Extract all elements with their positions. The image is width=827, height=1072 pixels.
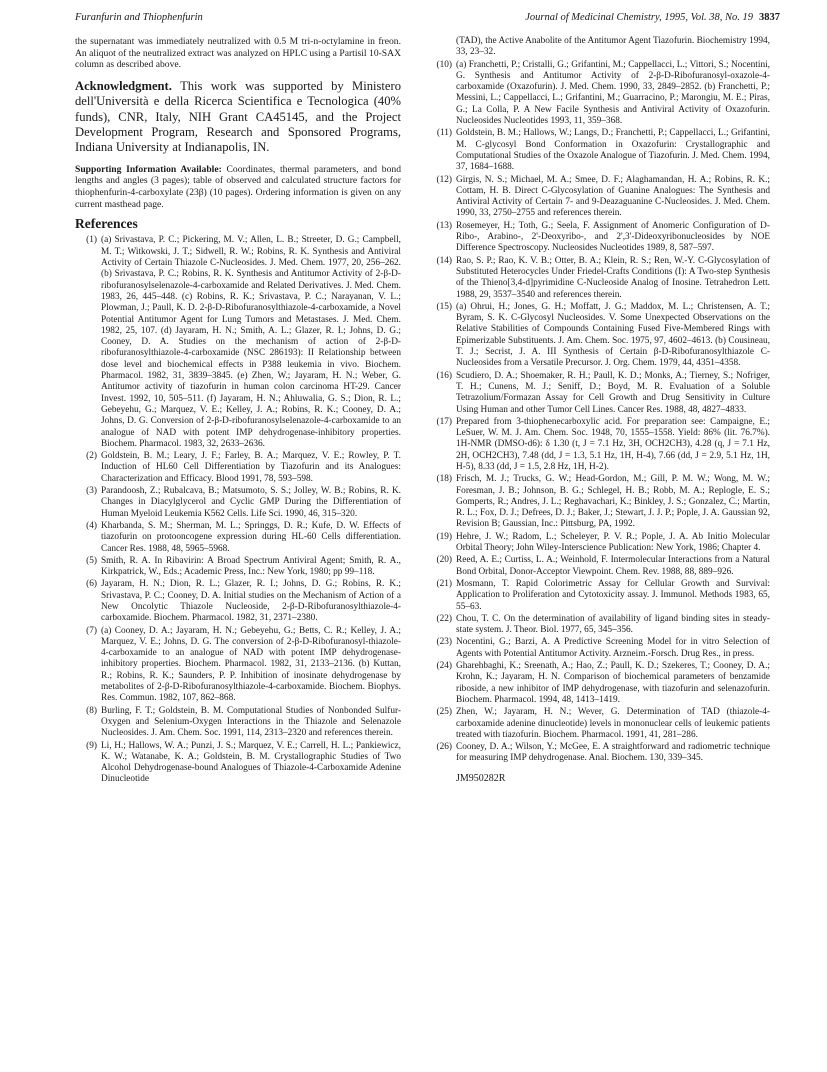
reference-text: Li, H.; Hallows, W. A.; Punzi, J. S.; Marquez, V. E.; Carrell, H. L.; Pankiewicz, K. W.; Watanabe, K. A.; Goldstein, B. M. Crystallographic Studies of Two Alcohol Dehydrogenase-bound Analogues of Thiazole-4-Carboxamide Adenine Dinucleotide <box>101 740 401 785</box>
reference-number <box>430 36 456 59</box>
reference-item <box>430 661 770 706</box>
reference-text: Burling, F. T.; Goldstein, B. M. Computational Studies of Nonbonded Sulfur-Oxygen and Selenium-Oxygen Interactions in the Thiazole and Selenazole Nucleosides. J. Am. Chem. Soc. 1991, 114, 2313–2320 and references therein. <box>101 705 401 739</box>
running-header-title: Furanfurin and Thiophenfurin <box>75 12 203 23</box>
reference-number: (6) <box>86 579 97 590</box>
reference-number: (19) <box>436 531 452 542</box>
reference-text: Nocentini, G.; Barzi, A. A Predictive Screening Model for in vitro Selection of Agents with Potential Antitumor Activity. Arzneim.-Forsch. Drug Res., in press. <box>456 637 770 659</box>
reference-item <box>430 60 770 128</box>
reference-number: (24) <box>436 661 452 672</box>
reference-text: Chou, T. C. On the determination of availability of ligand binding sites in steady-state system. J. Theor. Biol. 1977, 65, 345–356. <box>456 613 770 636</box>
reference-number: (10) <box>436 59 452 70</box>
journal-citation: Journal of Medicinal Chemistry, 1995, Vol. 38, No. 19 <box>525 12 753 23</box>
reference-text: (a) Ohrui, H.; Jones, G. H.; Moffatt, J. G.; Maddox, M. L.; Christensen, A. T.; Byram, S. K. C-Glycosyl Nucleosides. V. Some Unexpected Observations on the Relative Stabilities of Compounds Containing Fused Five-Membered Rings with Epimerizable Substituents. J. Am. Chem. Soc. 1975, 97, 4602–4613. (b) Cousineau, T. J.; Secrist, J. A. III Synthesis of Certain β-D-Ribofuranosylthiazole C-Nucleosides from a Versatile Precursor. J. Org. Chem. 1979, 44, 4351–4358. <box>456 301 770 369</box>
reference-text: Parandoosh, Z.; Rubalcava, B.; Matsumoto, S. S.; Jolley, W. B.; Robins, R. K. Changes in Diacylglycerol and Cyclic GMP During the Differentiation of Human Myeloid Leukemia K562 Cells. Life Sci. 1990, 46, 315–320. <box>101 486 401 519</box>
reference-number: (20) <box>436 555 452 566</box>
reference-text: (TAD), the Active Anabolite of the Antitumor Agent Tiazofurin. Biochemistry 1994, 33, 23–32. <box>456 36 770 58</box>
reference-number: (8) <box>86 705 97 716</box>
reference-number: (4) <box>86 520 97 531</box>
reference-number: (14) <box>436 255 452 266</box>
reference-item <box>430 36 770 59</box>
reference-text: Hehre, J. W.; Radom, L.; Scheleyer, P. V. R.; Pople, J. A. Ab Initio Molecular Orbital Theory; John Wiley-Interscience Publication: New York, 1986; Chapter 4. <box>456 531 770 554</box>
references-list-right <box>430 36 770 765</box>
reference-item <box>430 707 770 741</box>
reference-item <box>430 637 770 660</box>
supporting-info-text: Coordinates, thermal parameters, and bond lengths and angles (3 pages); table of observed and calculated structure factors for thiophenfurin-4-carboxylate (23β) (10 pages). Ordering information is given on any current masthead page. <box>75 163 401 210</box>
left-column <box>75 36 401 787</box>
reference-item <box>75 486 401 520</box>
page-number: 3837 <box>759 12 780 23</box>
reference-text: Frisch, M. J.; Trucks, G. W.; Head-Gordon, M.; Gill, P. M. W.; Wong, M. W.; Foresman, J. B.; Johnson, B. G.; Schlegel, H. B.; Robb, M. A.; Replogle, E. S.; Gomperts, R.; Andres, J. L.; Reghavachari, K.; Binkley, J. S.; Gonzalez, C.; Martin, R. L.; Fox, D. J.; Defrees, D. J.; Baker, J.; Stewart, J. J. P.; Pople, J. A. Gaussian 92, Revision B; Gaussian, Inc.: Pittsburg, PA, 1992. <box>456 474 770 530</box>
reference-item <box>430 302 770 370</box>
reference-item <box>75 626 401 705</box>
reference-number: (26) <box>436 742 452 753</box>
reference-item <box>75 706 401 740</box>
reference-item <box>430 742 770 765</box>
reference-number: (17) <box>436 416 452 427</box>
reference-text: Gharehbaghi, K.; Sreenath, A.; Hao, Z.; Paull, K. D.; Szekeres, T.; Cooney, D. A.; Krohn, K.; Jayaram, H. N. Comparison of biochemical parameters of benzamide riboside, a new inhibitor of IMP dehydrogenase, with tiazofurin and selenazofurin. Biochem. Pharmacol. 1994, 48, 1413–1419. <box>456 661 770 705</box>
reference-item <box>430 221 770 255</box>
reference-item <box>430 371 770 416</box>
reference-number: (16) <box>436 370 452 381</box>
reference-item <box>430 175 770 220</box>
reference-item <box>430 579 770 613</box>
reference-number: (5) <box>86 555 97 566</box>
acknowledgment-text: This work was supported by Ministero dell'Università e della Ricerca Scientifica e Tecnologica (40% funds), CNR, Italy, NIH Grant CA45145, and the Project Development Program, Research and Sponsored Programs, Indiana University at Indianapolis, IN. <box>75 78 402 155</box>
reference-item <box>75 235 401 450</box>
reference-item <box>430 417 770 473</box>
reference-item <box>430 614 770 637</box>
supporting-info-paragraph <box>75 164 401 210</box>
reference-text: Mosmann, T. Rapid Colorimetric Assay for Cellular Growth and Survival: Application to Proliferation and Cytotoxicity assay. J. Immunol. Methods 1983, 65, 55–63. <box>456 578 770 612</box>
reference-text: Goldstein, B. M.; Hallows, W.; Langs, D.; Franchetti, P.; Cappellacci, L.; Grifantini, M. C-glycosyl Bond Conformation in Oxazofurin: Crystallographic and Computational Studies of the Oxazole Analogue of Tiazofurin. J. Med. Chem. 1994, 37, 1684–1688. <box>456 128 770 173</box>
reference-number: (7) <box>86 625 97 636</box>
reference-item <box>430 256 770 301</box>
reference-number: (13) <box>436 220 452 231</box>
reference-text: Kharbanda, S. M.; Sherman, M. L.; Springgs, D. R.; Kufe, D. W. Effects of tiazofurin on protooncogene expression during HL-60 Cells differentiation. Cancer Res. 1988, 48, 5965–5968. <box>101 520 401 554</box>
reference-item <box>430 532 770 555</box>
reference-item <box>75 579 401 624</box>
reference-item <box>75 741 401 786</box>
supporting-info-heading: Supporting Information Available: <box>75 163 222 175</box>
intro-paragraph: the supernatant was immediately neutralized with 0.5 M tri-n-octylamine in freon. An aliquot of the neutralized extract was analyzed on HPLC using a Partisil 10-SAX column as described above. <box>75 36 401 71</box>
reference-number: (9) <box>86 740 97 751</box>
reference-item <box>75 451 401 485</box>
reference-item <box>75 521 401 555</box>
reference-number: (22) <box>436 613 452 624</box>
reference-text: Cooney, D. A.; Wilson, Y.; McGee, E. A straightforward and radiometric technique for measuring IMP dehydrogenase. Anal. Biochem. 130, 339–345. <box>456 742 770 764</box>
reference-item <box>430 555 770 578</box>
right-column <box>430 36 770 784</box>
reference-text: Prepared from 3-thiophenecarboxylic acid. For preparation see: Campaigne, E.; LeSuer, W. M. J. Am. Chem. Soc. 1948, 70, 1555–1558. Yield: 86% (lit. 76.7%). 1H-NMR (DMSO-d6): δ 1.30 (t, J = 7.1 Hz, 3H, OCH2CH3), 4.28 (q, J = 7.1 Hz, 2H, OCH2CH3), 7.48 (dd, J = 1.3, 5.1 Hz, 1H, H-4), 7.66 (dd, J = 2.9, 5.1 Hz, 1H, H-5), 8.33 (dd, J = 1.5, 2.8 Hz, 1H, H-2). <box>456 416 770 472</box>
reference-text: Girgis, N. S.; Michael, M. A.; Smee, D. F.; Alaghamandan, H. A.; Robins, R. K.; Cottam, H. B. Direct C-Glycosylation of Guanine Analogues: The Synthesis and Antiviral Activity of Certain 7- and 9-Deazaguanine C-Nucleosides. J. Med. Chem. 1990, 33, 2750–2755 and references therein. <box>456 174 770 219</box>
reference-text: Scudiero, D. A.; Shoemaker, R. H.; Paull, K. D.; Monks, A.; Tierney, S.; Nofriger, T. H.; Cunens, M. J.; Seniff, D.; Boyd, M. R. Evaluation of a Soluble Tetrazolium/Formazan Assay for Cell Growth and Drug Sensitivity in Culture Using Human and other Tumor Cell Lines. Cancer Res. 1988, 48, 4827–4833. <box>456 370 770 415</box>
reference-item <box>430 128 770 173</box>
reference-text: Smith, R. A. In Ribavirin: A Broad Spectrum Antiviral Agent; Smith, R. A., Kirkpatrick, W., Eds.; Academic Press, Inc.: New York, 1980; pp 99–118. <box>101 555 401 578</box>
reference-item <box>430 474 770 530</box>
reference-text: Zhen, W.; Jayaram, H. N.; Wever, G. Determination of TAD (thiazole-4-carboxamide adenine dinucleotide) levels in mononuclear cells of leukemic patients treated with tiazofurin. Biochem. Pharmacol. 1991, 41, 281–286. <box>456 707 770 740</box>
reference-item <box>75 556 401 579</box>
reference-number: (18) <box>436 474 452 485</box>
acknowledgment-paragraph <box>75 79 401 156</box>
reference-number: (1) <box>86 235 97 246</box>
references-list-left <box>75 235 401 785</box>
reference-text: Jayaram, H. N.; Dion, R. L.; Glazer, R. I.; Johns, D. G.; Robins, R. K.; Srivastava, P. C.; Cooney, D. A. Initial studies on the Mechanism of Action of a New Oncolytic Thiazole Nucleoside, 2-β-D-Ribofuranosylthiazole-4-carboxamide. Biochem. Pharmacol. 1982, 31, 2371–2380. <box>101 579 401 624</box>
reference-text: Rao, S. P.; Rao, K. V. B.; Otter, B. A.; Klein, R. S.; Ren, W.-Y. C-Glycosylation of Substituted Heterocycles Under Friedel-Crafts Conditions (I): A Two-step Synthesis of the Thieno[3,4-d]pyrimidine C-Nucleoside Analog of Inosine. Tetrahedron Lett. 1988, 29, 3537–3540 and references therein. <box>456 255 770 300</box>
manuscript-id: JM950282R <box>456 772 506 784</box>
reference-number: (2) <box>86 451 97 462</box>
running-header-journal <box>525 12 780 23</box>
reference-number: (25) <box>436 707 452 718</box>
acknowledgment-heading: Acknowledgment. <box>75 78 172 93</box>
reference-number: (15) <box>436 301 452 312</box>
reference-text: Rosemeyer, H.; Toth, G.; Seela, F. Assignment of Anomeric Configuration of D-Ribo-, Arabino-, 2'-Deoxyribo-, and 2',3'-Dideoxyribonucleosides by NOE Difference Spectroscopy. Nucleosides Nucleotides 1989, 8, 587–597. <box>456 220 770 254</box>
reference-number: (11) <box>436 128 452 139</box>
reference-number: (23) <box>436 637 452 648</box>
references-heading: References <box>75 216 138 232</box>
reference-text: (a) Franchetti, P.; Cristalli, G.; Grifantini, M.; Cappellacci, L.; Vittori, S.; Nocentini, G. Synthesis and Antitumor Activity of 2-β-D-Ribofuranosyl-oxazole-4-carboxamide (Oxazofurin). J. Med. Chem. 1990, 33, 2849–2852. (b) Franchetti, P.; Messini, L.; Cappellacci, L.; Grifantini, M.; Guarracino, P.; Marongiu, M. E.; Piras, G.; La Colla, P. A New Facile Synthesis and Antiviral Activity of Oxazofurin. Nucleosides Nucleotides 1993, 11, 359–368. <box>456 59 770 127</box>
reference-number: (12) <box>436 174 452 185</box>
reference-text: Reed, A. E.; Curtiss, L. A.; Weinhold, F. Intermolecular Interactions from a Natural Bond Orbital, Donor-Acceptor Viewpoint. Chem. Rev. 1988, 88, 889–926. <box>456 555 770 577</box>
reference-number: (3) <box>86 486 97 497</box>
reference-number: (21) <box>436 578 452 589</box>
reference-text: (a) Cooney, D. A.; Jayaram, H. N.; Gebeyehu, G.; Betts, C. R.; Kelley, J. A.; Marquez, V. E.; Johns, D. G. The conversion of 2-β-D-Ribofuranosyl-thiazole-4-carboxamide to an analogue of NAD with potent IMP dehydrogenase-inhibitory properties. Biochem. Pharmacol. 1982, 31, 2133–2136. (b) Kuttan, R.; Robins, R. K.; Saunders, P. P. Inhibition of inosinate dehydrogenase by metabolites of 2-β-D-Ribofuranosylthiazole-4-carboxamide. Biochem. Biophys. Res. Commun. 1982, 107, 862–868. <box>101 625 401 704</box>
reference-text: (a) Srivastava, P. C.; Pickering, M. V.; Allen, L. B.; Streeter, D. G.; Campbell, M. T.; Witkowski, J. T.; Sidwell, R. W.; Robins, R. K. Synthesis and Antiviral Activity of Certain Thiazole C-Nucleosides. J. Med. Chem. 1977, 20, 256–262. (b) Srivastava, P. C.; Robins, R. K. Synthesis and Antitumor Activity of 2-β-D-ribofuranosylselenazole-4-carboxamide and Related Derivatives. J. Med. Chem. 1983, 26, 445–448. (c) Robins, R. K.; Srivastava, P. C.; Narayanan, V. L.; Plowman, J.; Paull, K. D. 2-β-D-Ribofuranosylthiazole-4-carboxamide, a Novel Potential Antitumor Agent for Lung Tumors and Metastases. J. Med. Chem. 1982, 25, 107. (d) Jayaram, H. N.; Smith, A. L.; Glazer, R. I.; Johns, D. G.; Cooney, D. A. Studies on the mechanism of action of 2-β-D-ribofuranosylthiazole-4-carboxamide (NSC 286193): II Relationship between dose level and biochemical effects in P388 leukemia in vivo. Biochem. Pharmacol. 1982, 31, 3839–3845. (e) Zhen, W.; Jayaram, H. N.; Weber, G. Antitumor activity of tiazofurin in human colon carcinoma HT-29. Cancer Invest. 1992, 10, 505–511. (f) Jayaram, H. N.; Ahluwalia, G. S.; Dion, R. L.; Gebeyehu, G.; Marquez, V. E.; Kelley, J. A.; Robins, R. K.; Cooney, D. A.; Johns, D. G. Conversion of 2-β-D-ribofuranosylselenazole-4-carboxamide to an analogue of NAD with potent IMP dehydrogenase-inhibitory properties. Biochem. Pharmacol. 1983, 32, 2633–2636. <box>101 235 401 449</box>
reference-text: Goldstein, B. M.; Leary, J. F.; Farley, B. A.; Marquez, V. E.; Rowley, P. T. Induction of HL60 Cell Differentiation by Tiazofurin and its Analogues: Characterization and Efficacy. Blood 1991, 78, 593–598. <box>101 451 401 484</box>
